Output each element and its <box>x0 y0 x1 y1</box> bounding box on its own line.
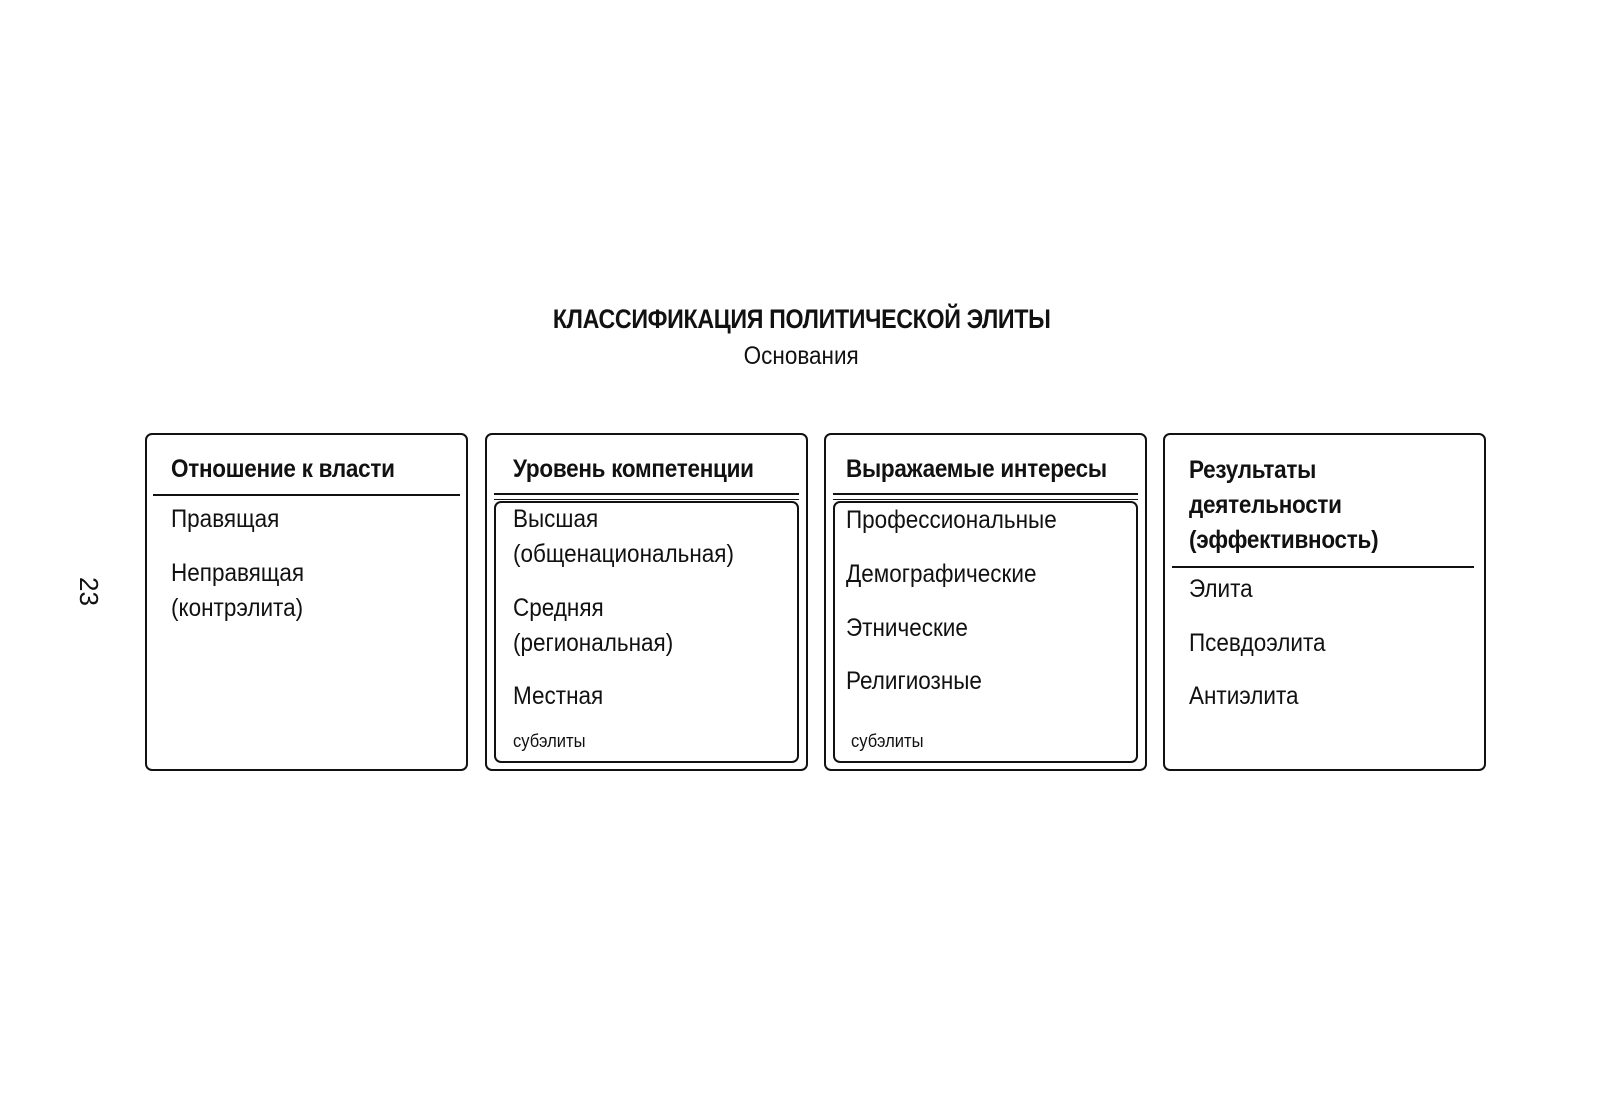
list-item-middle-note: (региональная) <box>513 629 674 657</box>
list-item-non-ruling-note: (контрэлита) <box>171 594 304 622</box>
list-item-religious: Религиозные <box>846 667 982 695</box>
list-item-highest: Высшая <box>513 505 599 533</box>
list-item-highest-note: (общенациональная) <box>513 540 734 568</box>
box-competence-level-divider <box>494 493 799 500</box>
list-item-demographic: Демографические <box>846 560 1037 588</box>
box-performance-results-title-line-3: (эффективность) <box>1189 526 1379 554</box>
subelites-label-interests: субэлиты <box>851 731 924 751</box>
list-item-non-ruling: Неправящая <box>171 559 305 587</box>
box-competence-level-title: Уровень компетенции <box>513 455 754 483</box>
list-item-pseudo-elite: Псевдоэлита <box>1189 629 1326 657</box>
box-performance-results-divider <box>1172 566 1474 568</box>
page-number: 23 <box>73 577 104 606</box>
box-relation-to-power-divider <box>153 494 460 496</box>
box-performance-results-title-line-1: Результаты <box>1189 456 1317 484</box>
list-item-anti-elite: Антиэлита <box>1189 682 1299 710</box>
subelites-label-competence: субэлиты <box>513 731 586 751</box>
box-expressed-interests-title: Выражаемые интересы <box>846 455 1107 483</box>
list-item-local: Местная <box>513 682 604 710</box>
list-item-professional: Профессиональные <box>846 506 1057 534</box>
list-item-ethnic: Этнические <box>846 614 968 642</box>
box-expressed-interests-divider <box>833 493 1138 500</box>
box-performance-results-title-line-2: деятельности <box>1189 491 1342 519</box>
list-item-ruling: Правящая <box>171 505 280 533</box>
list-item-elite: Элита <box>1189 575 1253 603</box>
diagram-subtitle: Основания <box>743 342 859 370</box>
box-relation-to-power-title: Отношение к власти <box>171 455 395 483</box>
list-item-middle: Средняя <box>513 594 604 622</box>
diagram-title: КЛАССИФИКАЦИЯ ПОЛИТИЧЕСКОЙ ЭЛИТЫ <box>552 304 1051 334</box>
